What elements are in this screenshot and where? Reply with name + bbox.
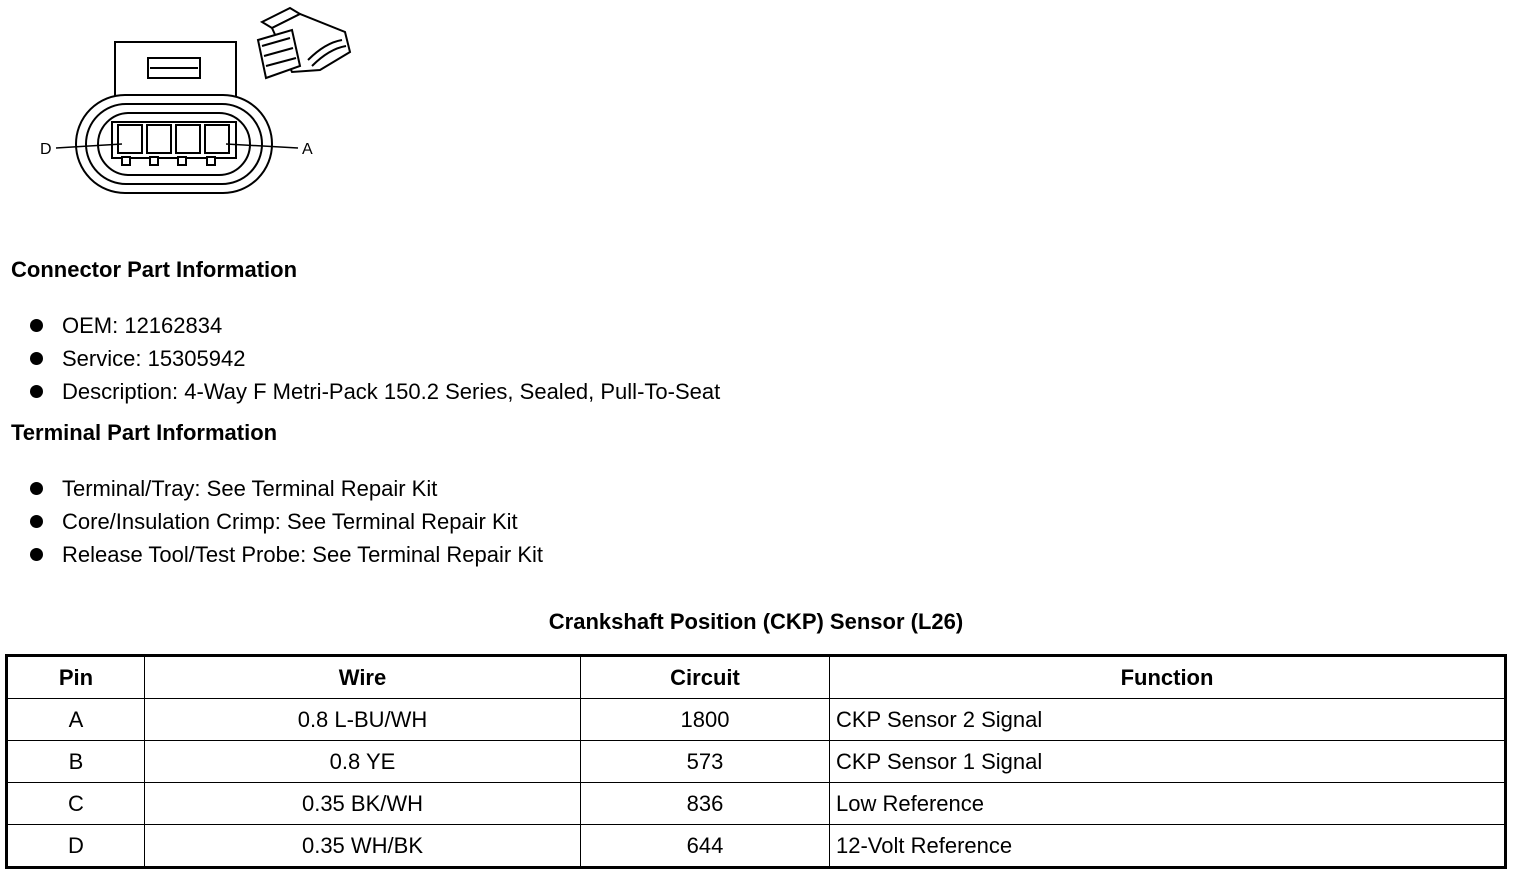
cell-pin: B xyxy=(7,741,145,783)
list-item: Release Tool/Test Probe: See Terminal Repair Kit xyxy=(28,538,543,571)
connector-thumbnail-icon xyxy=(258,8,350,78)
table-row xyxy=(7,825,1506,868)
bullet-icon xyxy=(30,352,43,365)
list-item: Description: 4-Way F Metri-Pack 150.2 Series, Sealed, Pull-To-Seat xyxy=(28,375,720,408)
cell-circuit: 573 xyxy=(581,741,830,783)
list-item: Service: 15305942 xyxy=(28,342,720,375)
cell-circuit: 1800 xyxy=(581,699,830,741)
callout-d: D xyxy=(40,141,52,158)
connector-info-list xyxy=(28,309,720,408)
bullet-icon xyxy=(30,482,43,495)
table-row xyxy=(7,699,1506,741)
cell-pin: A xyxy=(7,699,145,741)
header-wire: Wire xyxy=(145,656,581,699)
cell-wire: 0.8 L-BU/WH xyxy=(145,699,581,741)
cell-pin: D xyxy=(7,825,145,868)
header-function: Function xyxy=(830,656,1506,699)
terminal-info-list xyxy=(28,472,543,571)
cell-wire: 0.35 WH/BK xyxy=(145,825,581,868)
callout-a: A xyxy=(302,141,313,158)
connector-diagram xyxy=(0,0,400,215)
bullet-icon xyxy=(30,385,43,398)
cell-wire: 0.8 YE xyxy=(145,741,581,783)
cell-pin: C xyxy=(7,783,145,825)
list-item: OEM: 12162834 xyxy=(28,309,720,342)
bullet-icon xyxy=(30,515,43,528)
pinout-table xyxy=(5,654,1507,869)
bullet-icon xyxy=(30,548,43,561)
list-item: Terminal/Tray: See Terminal Repair Kit xyxy=(28,472,543,505)
cell-circuit: 836 xyxy=(581,783,830,825)
cell-function: CKP Sensor 2 Signal xyxy=(830,699,1506,741)
list-item: Core/Insulation Crimp: See Terminal Repair Kit xyxy=(28,505,543,538)
header-pin: Pin xyxy=(7,656,145,699)
terminal-info-heading: Terminal Part Information xyxy=(11,420,278,445)
cell-function: Low Reference xyxy=(830,783,1506,825)
bullet-icon xyxy=(30,319,43,332)
connector-info-heading: Connector Part Information xyxy=(11,257,298,282)
cell-circuit: 644 xyxy=(581,825,830,868)
table-title: Crankshaft Position (CKP) Sensor (L26) xyxy=(548,609,964,634)
cell-wire: 0.35 BK/WH xyxy=(145,783,581,825)
header-circuit: Circuit xyxy=(581,656,830,699)
cell-function: 12-Volt Reference xyxy=(830,825,1506,868)
cell-function: CKP Sensor 1 Signal xyxy=(830,741,1506,783)
table-header-row xyxy=(7,656,1506,699)
table-row xyxy=(7,783,1506,825)
table-row xyxy=(7,741,1506,783)
